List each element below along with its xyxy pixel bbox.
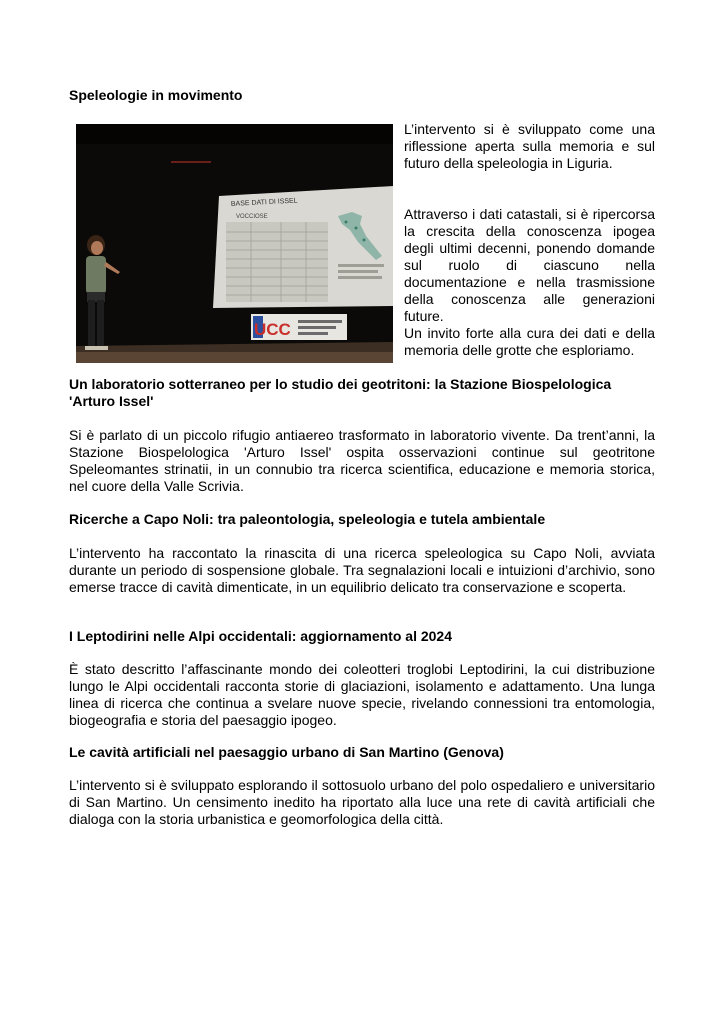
slide-table — [226, 222, 328, 302]
conference-photo — [76, 124, 393, 363]
section-paragraph: Si è parlato di un piccolo rifugio antiaereo trasformato in laboratorio vivente. Da trent’anni, la Stazione Biospelologica 'Arturo Issel' ospita osservazioni continue sul geotritone Speleomantes strinatii, in un connubio tra ricerca scientifica, educazione e memoria storica, nel cuore della Valle Scrivia. — [69, 427, 655, 494]
section-title: Le cavità artificiali nel paesaggio urbano di San Martino (Genova) — [69, 744, 504, 760]
section-title: Ricerche a Capo Noli: tra paleontologia, speleologia e tutela ambientale — [69, 511, 546, 527]
stage-scene — [76, 124, 393, 363]
banner-logo-text: UCC — [254, 320, 291, 339]
section-paragraph: È stato descritto l’affascinante mondo dei coleotteri troglobi Leptodirini, la cui distribuzione lungo le Alpi occidentali racconta storie di glaciazioni, isolamento e adattamento. Una lunga linea di ricerca che continua a svelare nuove specie, rivelando connessioni tra entomologia, biogeografia e storia del paesaggio ipogeo. — [69, 661, 655, 728]
section-title: I Leptodirini nelle Alpi occidentali: aggiornamento al 2024 — [69, 628, 452, 644]
intro-paragraph: Un invito forte alla cura dei dati e della memoria delle grotte che esploriamo. — [404, 325, 655, 358]
ucc-banner — [251, 314, 347, 340]
section-paragraph: L’intervento si è sviluppato esplorando il sottosuolo urbano del polo ospedaliero e universitario di San Martino. Un censimento inedito ha riportato alla luce una rete di cavità artificiali che dialoga con la storia urbanistica e geomorfologica della città. — [69, 777, 655, 827]
section-title: Speleologie in movimento — [69, 87, 243, 103]
slide-subtitle: VOCCIOSE — [236, 214, 268, 220]
intro-paragraph: L’intervento si è sviluppato come una riflessione aperta sulla memoria e sul futuro della speleologia in Liguria. — [404, 121, 655, 171]
section-title: Un laboratorio sotterraneo per lo studio dei geotritoni: la Stazione Biospelologica 'Arturo Issel' — [69, 376, 612, 409]
section-paragraph: L’intervento ha raccontato la rinascita di una ricerca speleologica su Capo Noli, avviata durante un periodo di sospensione globale. Tra segnalazioni locali e intuizioni d’archivio, sono emerse tracce di cavità dimenticate, in un equilibrio delicato tra conservazione e scoperta. — [69, 545, 655, 595]
intro-paragraph: Attraverso i dati catastali, si è ripercorsa la crescita della conoscenza ipogea degli ultimi decenni, ponendo domande sul ruolo di ciascuno nella documentazione e nella trasmissione della conoscenza alle generazioni future. — [404, 206, 655, 324]
slide-title: BASE DATI DI ISSEL — [230, 197, 298, 208]
